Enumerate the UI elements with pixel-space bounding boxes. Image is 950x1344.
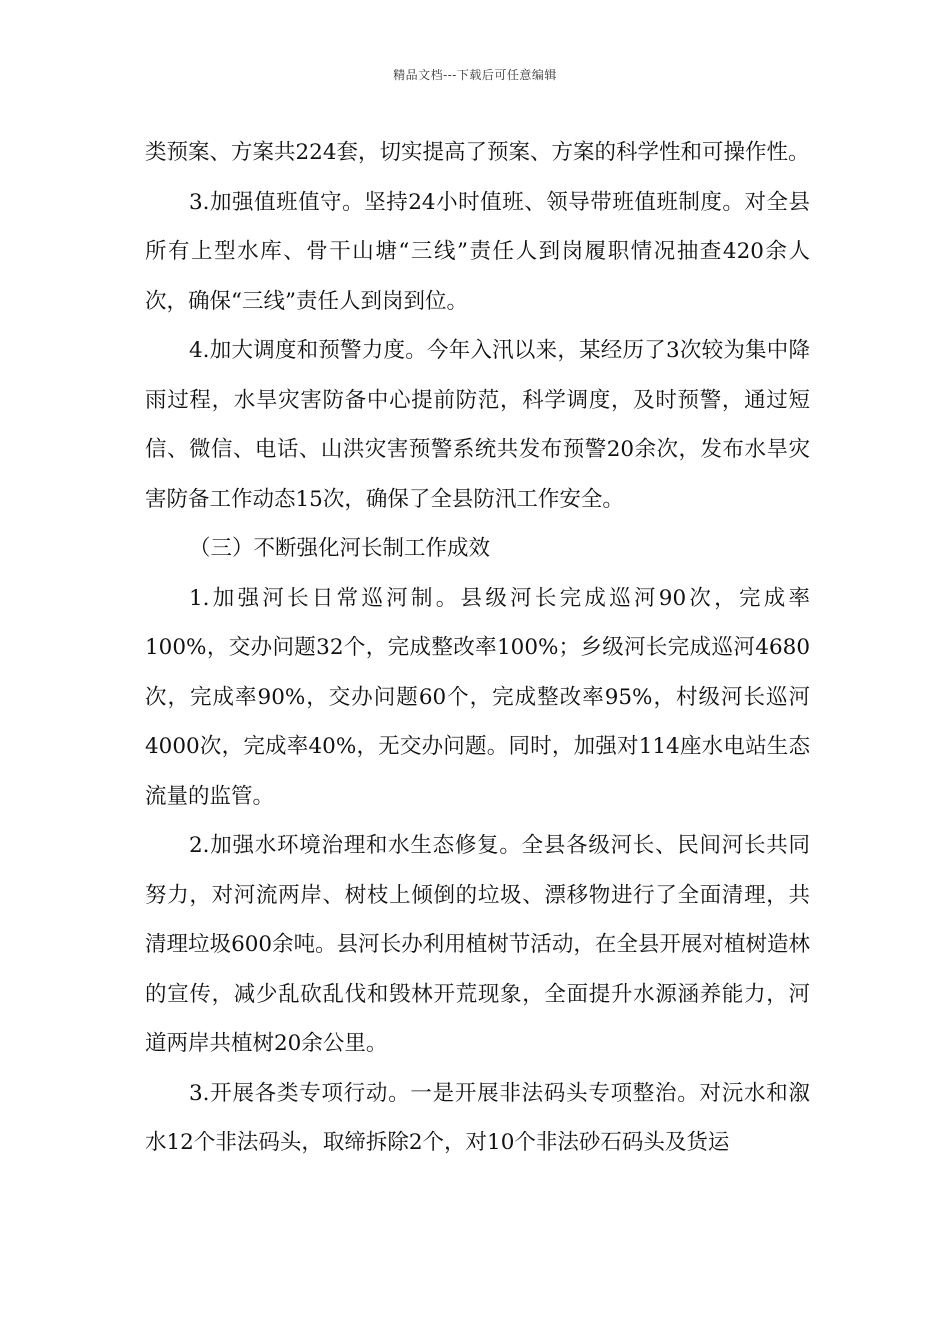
document-body [145, 128, 810, 1168]
page-header: 精品文档---下载后可任意编辑 [393, 68, 557, 82]
paragraph-special-actions: 3.开展各类专项行动。一是开展非法码头专项整治。对沅水和溆水12个非法码头，取缔拆除2个，对10个非法砂石码头及货运 [145, 1080, 810, 1155]
section-heading-river-chief: （三）不断强化河长制工作成效 [189, 536, 491, 561]
paragraph-dispatch-warning: 4.加大调度和预警力度。今年入汛以来，某经历了3次较为集中降雨过程，水旱灾害防备中心提前防范，科学调度，及时预警，通过短信、微信、电话、山洪灾害预警系统共发布预警20余次，发布水旱灾害防备工作动态15次，确保了全县防汛工作安全。 [145, 338, 810, 512]
paragraph-water-environment: 2.加强水环境治理和水生态修复。全县各级河长、民间河长共同努力，对河流两岸、树枝上倾倒的垃圾、漂移物进行了全面清理，共清理垃圾600余吨。县河长办利用植树节活动，在全县开展对植树造林的宣传，减少乱砍乱伐和毁林开荒现象，全面提升水源涵养能力，河道两岸共植树20余公里。 [145, 833, 810, 1056]
paragraph-river-patrol: 1.加强河长日常巡河制。县级河长完成巡河90次，完成率100%，交办问题32个，完成整改率100%；乡级河长完成巡河4680次，完成率90%，交办问题60个，完成整改率95%，村级河长巡河4000次，完成率40%，无交办问题。同时，加强对114座水电站生态流量的监管。 [145, 585, 810, 809]
paragraph-continuation: 类预案、方案共224套，切实提高了预案、方案的科学性和可操作性。 [145, 140, 810, 165]
paragraph-duty-shift: 3.加强值班值守。坚持24小时值班、领导带班值班制度。对全县所有上型水库、骨干山塘“三线”责任人到岗履职情况抽查420余人次，确保“三线”责任人到岗到位。 [145, 189, 810, 314]
